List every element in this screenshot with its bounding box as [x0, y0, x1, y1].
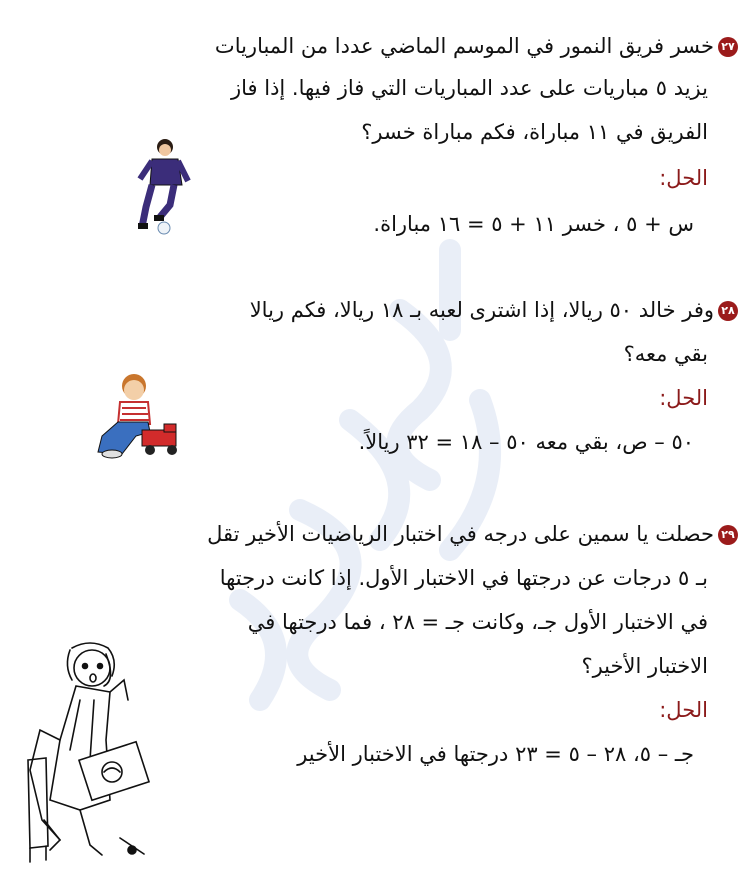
problem-29-solution: جـ – ٥، ٢٨ – ٥ = ٢٣ درجتها في الاختبار الأخير: [297, 742, 694, 766]
problem-27-solution-label: الحل:: [659, 166, 708, 190]
soccer-player-illustration: [130, 135, 195, 235]
problem-28-line-2: بقي معه؟: [623, 342, 708, 366]
problem-28-solution-label: الحل:: [659, 386, 708, 410]
problem-28-number-badge: ٢٨: [718, 301, 738, 321]
problem-27-solution: س + ٥ ، خسر ١١ + ٥ = ١٦ مباراة.: [373, 212, 694, 236]
problem-27-line-2: يزيد ٥ مباريات على عدد المباريات التي فاز فيها. إذا فاز: [230, 76, 708, 100]
problem-28-line-1: ٢٨وفر خالد ٥٠ ريالا، إذا اشترى لعبه بـ ١٨ ريالا، فكم ريالا: [250, 296, 738, 324]
problem-29-number-badge: ٢٩: [718, 525, 738, 545]
problem-27-line-3: الفريق في ١١ مباراة، فكم مباراة خسر؟: [361, 120, 708, 144]
problem-29-solution-label: الحل:: [659, 698, 708, 722]
problem-28-solution: ٥٠ – ص، بقي معه ٥٠ – ١٨ = ٣٢ ريالاً.: [358, 430, 694, 454]
student-with-test-illustration: [20, 640, 160, 865]
problem-27-number-badge: ٢٧: [718, 37, 738, 57]
problem-29-line-2: بـ ٥ درجات عن درجتها في الاختبار الأول. إذا كانت درجتها: [219, 566, 708, 590]
boy-with-toy-truck-illustration: [92, 372, 192, 460]
problem-29-line-1: ٢٩حصلت يا سمين على درجه في اختبار الرياضيات الأخير تقل: [207, 520, 738, 548]
problem-29-line-4: الاختبار الأخير؟: [581, 654, 708, 678]
problem-27-line-1: ٢٧خسر فريق النمور في الموسم الماضي عددا من المباريات: [215, 32, 738, 60]
problem-29-line-3: في الاختبار الأول جـ، وكانت جـ = ٢٨ ، فما درجتها في: [247, 610, 708, 634]
